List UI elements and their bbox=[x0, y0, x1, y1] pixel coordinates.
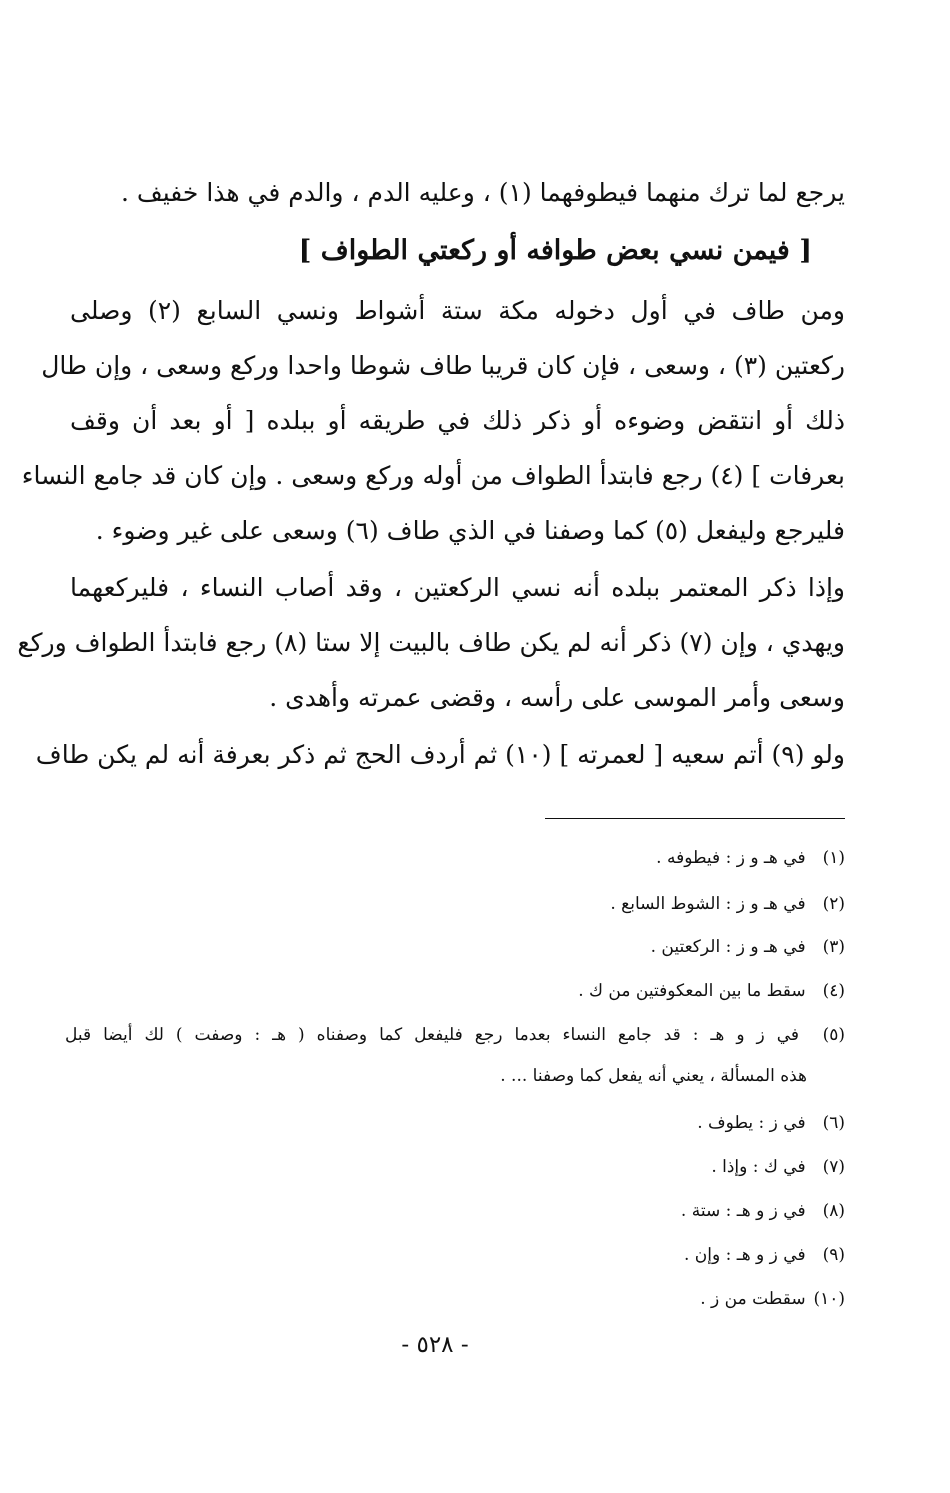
body-line: وسعى وأمر الموسى على رأسه ، وقضى عمرته وأهدى . bbox=[269, 683, 845, 712]
footnote-text: في ز و هـ : وإن . bbox=[683, 1245, 806, 1265]
footnote-text: في هـ و ز : الشوط السابع . bbox=[610, 894, 806, 914]
footnote-number: (٢) bbox=[822, 894, 845, 914]
body-line: ذلك أو انتقض وضوءه أو ذكر ذلك في طريقه أو ببلده [ أو بعد أن وقف bbox=[70, 406, 845, 435]
footnote-number: (١) bbox=[822, 848, 845, 868]
body-line: ومن طاف في أول دخوله مكة ستة أشواط ونسي السابع (٢) وصلى bbox=[70, 296, 845, 325]
footnote-text: في ز و هـ : ستة . bbox=[680, 1201, 806, 1221]
section-heading: [ فيمن نسي بعض طوافه أو ركعتي الطواف ] bbox=[298, 235, 812, 266]
body-line: فليرجع وليفعل (٥) كما وصفنا في الذي طاف (٦) وسعى على غير وضوء . bbox=[95, 516, 845, 545]
footnote-text: سقطت من ز . bbox=[700, 1289, 806, 1309]
footnote-number: (٨) bbox=[822, 1201, 845, 1221]
footnote-number: (٣) bbox=[822, 937, 845, 957]
footnote-number: (٤) bbox=[822, 981, 845, 1001]
body-line: ولو (٩) أتم سعيه [ لعمرته ] (١٠) ثم أردف الحج ثم ذكر بعرفة أنه لم يكن طاف bbox=[35, 740, 845, 769]
footnote bbox=[700, 1289, 845, 1309]
footnote bbox=[610, 894, 845, 914]
footnote-text: في هـ و ز : فيطوفه . bbox=[656, 848, 806, 868]
footnote-text: في هـ و ز : الركعتين . bbox=[650, 937, 806, 957]
body-line: ركعتين (٣) ، وسعى ، فإن كان قريبا طاف شوطا واحدا وركع وسعى ، وإن طال bbox=[41, 351, 845, 380]
footnote-number: (١٠) bbox=[813, 1289, 845, 1309]
footnote-divider bbox=[545, 818, 845, 819]
footnote bbox=[656, 848, 845, 868]
footnote bbox=[697, 1113, 845, 1133]
footnote bbox=[65, 1025, 845, 1045]
body-line: بعرفات ] (٤) رجع فابتدأ الطواف من أوله وركع وسعى . وإن كان قد جامع النساء bbox=[21, 461, 845, 490]
footnote bbox=[651, 937, 845, 957]
footnote-continuation: هذه المسألة ، يعني أنه يفعل كما وصفنا ... . bbox=[500, 1066, 807, 1086]
footnote-number: (٩) bbox=[822, 1245, 845, 1265]
footnote bbox=[711, 1157, 845, 1177]
page-number: - ٥٢٨ - bbox=[401, 1332, 469, 1358]
footnote-text: في ز و هـ : قد جامع النساء بعدما رجع فليفعل كما وصفناه ( هـ : وصفت ) لك أيضا قبل bbox=[65, 1025, 800, 1045]
body-line: يرجع لما ترك منهما فيطوفهما (١) ، وعليه الدم ، والدم في هذا خفيف . bbox=[120, 178, 845, 207]
footnote-text: في ز : يطوف . bbox=[697, 1113, 806, 1133]
footnote-text: سقط ما بين المعكوفتين من ك . bbox=[578, 981, 806, 1001]
footnote bbox=[684, 1245, 845, 1265]
body-line: وإذا ذكر المعتمر ببلده أنه نسي الركعتين ، وقد أصاب النساء ، فليركعهما bbox=[70, 573, 845, 602]
footnote bbox=[681, 1201, 845, 1221]
footnote-number: (٦) bbox=[822, 1113, 845, 1133]
footnote-number: (٧) bbox=[822, 1157, 845, 1177]
footnote-number: (٥) bbox=[822, 1025, 845, 1045]
footnote-text: في ك : وإذا . bbox=[711, 1157, 806, 1177]
footnote bbox=[578, 981, 845, 1001]
body-line: ويهدي ، وإن (٧) ذكر أنه لم يكن طاف بالبيت إلا ستا (٨) رجع فابتدأ الطواف وركع bbox=[17, 628, 845, 657]
